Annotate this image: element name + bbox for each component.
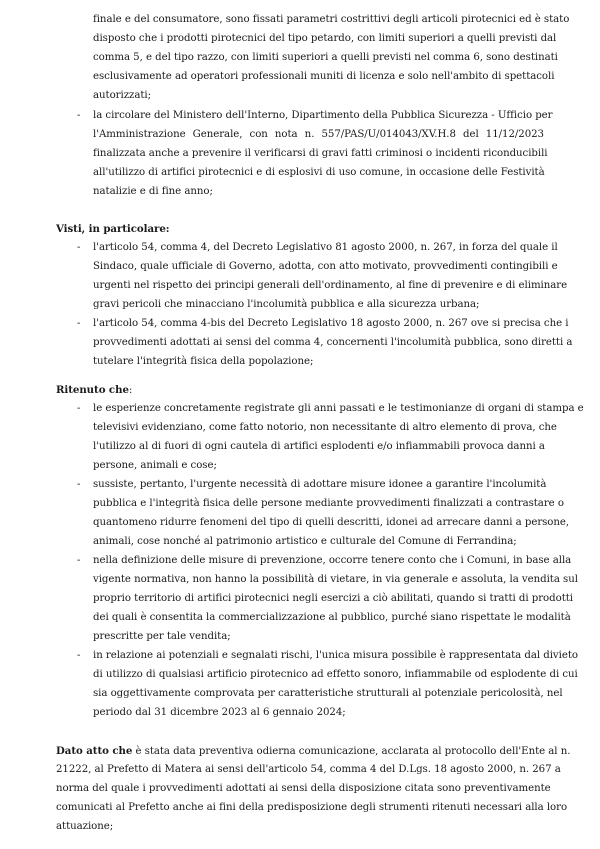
list-bullet: - [77, 650, 81, 661]
text-line: Sindaco, quale ufficiale di Governo, adotta, con atto motivato, provvedimenti contingibili e [93, 261, 558, 272]
text-line: periodo dal 31 dicembre 2023 al 6 gennaio 2024; [93, 707, 346, 718]
list-bullet: - [77, 403, 81, 414]
section-heading: Visti, in particolare: [56, 223, 170, 235]
text-line: prescritte per tale vendita; [93, 631, 231, 642]
text-line: la circolare del Ministero dell'Interno, Dipartimento della Pubblica Sicurezza - Ufficio per [93, 110, 553, 121]
text-line: disposto che i prodotti pirotecnici del tipo petardo, con limiti superiori a quelli previsti dal [93, 33, 557, 44]
text-line: provvedimenti adottati ai sensi del comma 4, concernenti l'incolumità pubblica, sono diretti a [93, 337, 573, 348]
text-line: comunicati al Prefetto anche ai fini della predisposizione degli strumenti ritenuti necessari alla loro [56, 802, 568, 813]
text-line: di utilizzo di qualsiasi artificio pirotecnico ad effetto sonoro, infiammabile od esplodente di cui [93, 669, 578, 680]
text-line: norma del quale i provvedimenti adottati ai sensi della disposizione citata sono preventivamente [56, 783, 551, 794]
text-line: urgenti nel rispetto dei principi generali dell'ordinamento, al fine di prevenire e di eliminare [93, 280, 568, 291]
list-bullet: - [77, 242, 81, 253]
text-line: comma 5, e del tipo razzo, con limiti superiori a quelli previsti nel comma 6, sono destinati [93, 52, 558, 63]
heading-bold: Ritenuto che [56, 384, 129, 396]
text-line [56, 744, 571, 759]
text-line: vigente normativa, non hanno la possibilità di vietare, in via generale e assoluta, la vendita sul [93, 574, 578, 585]
text-line: dei quali è consentita la commercializzazione al pubblico, purché siano rispettate le modalità [93, 612, 571, 623]
text-line: finalizzata anche a prevenire il verificarsi di gravi fatti criminosi o incidenti riconducibili [93, 148, 548, 159]
text-line: pubblica e l'integrità fisica delle persone mediante provvedimenti finalizzati a contrastare o [93, 498, 564, 509]
text-line: l'Amministrazione Generale, con nota n. 557/PAS/U/014043/XV.H.8 del 11/12/2023 [93, 129, 544, 140]
text-line: quantomeno ridurre fenomeni del tipo di quelli descritti, idonei ad arrecare danni a persone, [93, 517, 570, 528]
text-line: sia oggettivamente comprovata per caratteristiche strutturali al potenziale pericolosità, nel [93, 688, 563, 699]
list-bullet: - [77, 110, 81, 121]
text-line: autorizzati; [93, 90, 151, 101]
text-line: nella definizione delle misure di prevenzione, occorre tenere conto che i Comuni, in base alla [93, 555, 572, 566]
text-line: 21222, al Prefetto di Matera ai sensi dell'articolo 54, comma 4 del D.Lgs. 18 agosto 2000, n. 267 a [56, 764, 561, 775]
text-line: finale e del consumatore, sono fissati parametri costrittivi degli articoli pirotecnici ed è stato [93, 14, 570, 25]
text-line: l'articolo 54, comma 4, del Decreto Legislativo 81 agosto 2000, n. 267, in forza del quale il [93, 242, 558, 253]
text-line: esclusivamente ad operatori professionali muniti di licenza e solo nell'ambito di spettacoli [93, 71, 555, 82]
paragraph-text: è stata data preventiva odierna comunicazione, acclarata al protocollo dell'Ente al n. [132, 746, 571, 757]
text-line: televisivi evidenziano, come fatto notorio, non necessitante di altro elemento di prova, che [93, 422, 557, 433]
list-bullet: - [77, 479, 81, 490]
text-line: gravi pericoli che minacciano l'incolumità pubblica e alla sicurezza urbana; [93, 299, 480, 310]
section-heading [56, 383, 544, 398]
text-line: all'utilizzo di artifici pirotecnici e di esplosivi di uso comune, in occasione delle Festività [93, 167, 545, 178]
list-bullet: - [77, 555, 81, 566]
text-line: in relazione ai potenziali e segnalati rischi, l'unica misura possibile è rappresentata dal divieto [93, 650, 578, 661]
text-line: attuazione; [56, 821, 114, 832]
text-line: le esperienze concretamente registrate gli anni passati e le testimonianze di organi di stampa e [93, 403, 584, 414]
heading-punct: : [128, 385, 133, 396]
text-line: tutelare l'integrità fisica della popolazione; [93, 356, 314, 367]
text-line: animali, cose nonché al patrimonio artistico e culturale del Comune di Ferrandina; [93, 536, 517, 547]
text-line: persone, animali e cose; [93, 460, 217, 471]
text-line: proprio territorio di artifici pirotecnici negli esercizi a ciò abilitati, quando si tratti di prodotti [93, 593, 573, 604]
text-line: l'articolo 54, comma 4-bis del Decreto Legislativo 18 agosto 2000, n. 267 ove si precisa che i [93, 318, 569, 329]
text-line: natalizie e di fine anno; [93, 186, 213, 197]
text-line: l'utilizzo al di fuori di ogni cautela di artifici esplodenti e/o infiammabili provoca danni a [93, 441, 545, 452]
paragraph-lead: Dato atto che [56, 745, 133, 757]
list-bullet: - [77, 318, 81, 329]
text-line: sussiste, pertanto, l'urgente necessità di adottare misure idonee a garantire l'incolumità [93, 479, 547, 490]
